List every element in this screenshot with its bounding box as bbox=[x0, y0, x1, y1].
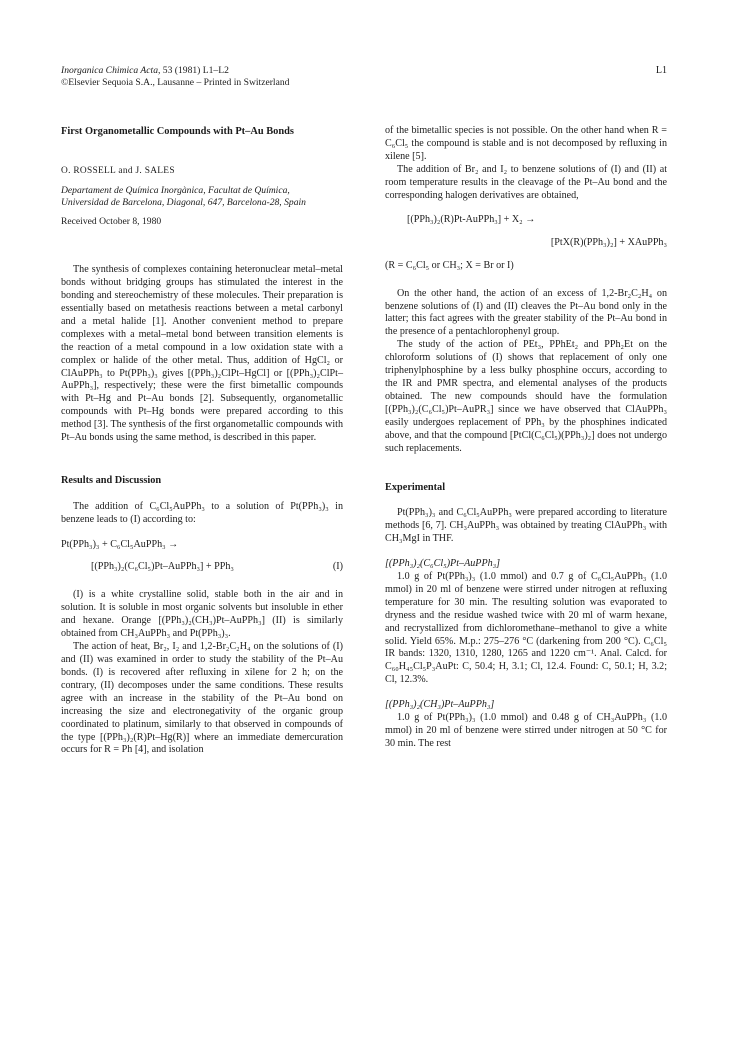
results-paragraph-1: The addition of C₆Cl₅AuPPh₃ to a solution of Pt(PPh₃)₃ in benzene leads to (I) according to: bbox=[61, 501, 343, 526]
equation-2-note: (R = C₆Cl₅ or CH₃; X = Br or I) bbox=[385, 259, 514, 271]
experimental-paragraph-1: Pt(PPh₃)₃ and C₆Cl₅AuPPh₃ were prepared according to literature methods [6, 7]. CH₃AuPPh₃ was obtained by treating ClAuPPh₃ with CH₃MgI in THF. bbox=[385, 506, 667, 544]
experimental-heading: Experimental bbox=[385, 481, 446, 493]
results-paragraph-2: (I) is a white crystalline solid, stable both in the air and in solution. It is soluble in most organic solvents but insoluble in ether and hexane. Orange [(PPh₃)₂(CH₃)Pt–AuPPh₃] (II) is similarly obtained from CH₃AuPPh₃ and Pt(PPh₃)₃. bbox=[61, 589, 343, 639]
right-paragraph-3: On the other hand, the action of an excess of 1,2-Br₂C₂H₄ on benzene solutions of (I) and (II) cleaves the Pt–Au bond only in the latter; this fact agrees with the greater stability of the Pt–Au bond in the presence of a pentachlorophenyl group. bbox=[385, 287, 667, 338]
equation-1-right-row bbox=[61, 561, 343, 574]
right-column bbox=[385, 125, 667, 751]
right-paragraph-4: The study of the action of PEt₃, PPhEt₂ and PPh₂Et on the chloroform solutions of (I) shows that replacement of only one triphenylphosphine by a less bulky phosphine occurs, according to the IR and PMR spectra, and elemental analyses of the products obtained. The new compounds should have the formulation [(PPh₃)₂(C₆Cl₅)Pt–AuPR₃] since we have observed that ClAuPPh₃ easily undergoes replacement of PPh₃ by the phosphines indicated above, and that the compound [PtCl(C₆Cl₅)(PPh₃)₂] does not undergo such replacements. bbox=[385, 339, 667, 455]
page-number: L1 bbox=[655, 65, 667, 76]
results-heading: Results and Discussion bbox=[61, 475, 162, 487]
affiliation-line-2: Universidad de Barcelona, Diagonal, 647, Barcelona-28, Spain bbox=[61, 196, 306, 208]
compound-2-heading: [(PPh₃)₂(CH₃)Pt–AuPPh₃] bbox=[385, 699, 495, 711]
affiliation-line-1: Departament de Química Inorgànica, Facultat de Química, bbox=[61, 184, 290, 196]
left-column bbox=[61, 125, 343, 757]
experimental-paragraph-3: 1.0 g of Pt(PPh₃)₃ (1.0 mmol) and 0.48 g of CH₃AuPPh₃ (1.0 mmol) in 20 ml of benzene were stirred under nitrogen at 50 °C for 30 min. The rest bbox=[385, 712, 667, 750]
right-paragraph-1: of the bimetallic species is not possible. On the other hand when R = C₆Cl₅ the compound is stable and is not decomposed by refluxing in xilene [5]. bbox=[385, 125, 667, 162]
equation-1-left: Pt(PPh₃)₃ + C₆Cl₅AuPPh₃ → bbox=[61, 539, 179, 551]
right-paragraph-2: The addition of Br₂ and I₂ to benzene solutions of (I) and (II) at room temperature results in the cleavage of the Pt–Au bond and the corresponding halogen derivatives are obtained, bbox=[385, 163, 667, 201]
article-title: First Organometallic Compounds with Pt–Au Bonds bbox=[61, 126, 294, 137]
authors: O. ROSSELL and J. SALES bbox=[61, 166, 175, 176]
running-header bbox=[61, 65, 289, 88]
equation-2-left: [(PPh₃)₂(R)Pt-AuPPh₃] + X₂ → bbox=[407, 213, 536, 225]
equation-1-right: [(PPh₃)₂(C₆Cl₅)Pt–AuPPh₃] + PPh₃ bbox=[91, 561, 234, 573]
intro-paragraph: The synthesis of complexes containing heteronuclear metal–metal bonds without bridging groups has stimulated the interest in the bonding and stereochemistry of these molecules. Their preparation is essentially based on metathesis reactions between a metal carbonyl and a metal halide [1]. Another convenient method to prepare complexes with a metal–metal bond between transition elements is the reaction of a metal compound in a low oxidation state with a complex or halide of the other metal. Thus, addition of HgCl₂ or ClAuPPh₃ to Pt(PPh₃)₃ gives [(PPh₃)₂ClPt–HgCl] or [(PPh₃)₂ClPt–AuPPh₃], respectively; these were the first bimetallic compounds with Pt–Hg and Pt–Au bonds [2]. Subsequently, organometallic compounds with Pt–Hg bonds were prepared according to this method [3]. The synthesis of the first organometallic compounds with Pt–Au bonds using the same method, is described in this paper. bbox=[61, 263, 343, 444]
equation-2-right: [PtX(R)(PPh₃)₂] + XAuPPh₃ bbox=[550, 236, 667, 248]
citation: 53 (1981) L1–L2 bbox=[160, 65, 229, 76]
publisher-line: ©Elsevier Sequoia S.A., Lausanne – Printed in Switzerland bbox=[61, 76, 290, 88]
received-date: Received October 8, 1980 bbox=[61, 215, 162, 227]
equation-1-tag: (I) bbox=[332, 561, 343, 573]
experimental-paragraph-2: 1.0 g of Pt(PPh₃)₃ (1.0 mmol) and 0.7 g of C₆Cl₅AuPPh₃ (1.0 mmol) in 20 ml of benzene were stirred under nitrogen at refluxing temperature for 30 min. The resulting solution was evaporated to dryness and the residue washed twice with 20 ml of warm hexane, and recrystallized from dichloromethane–methanol to give a white solid. Yield 65%. M.p.: 275–276 °C (darkening from 200 °C). C₆Cl₅ IR bands: 1320, 1310, 1280, 1265 and 1220 cm⁻¹. Anal. Calcd. for C₆₀H₄₅Cl₅P₃AuPt: C, 50.4; H, 3.1; Cl, 12.4. Found: C, 50.1; H, 3.2; Cl, 12.3%. bbox=[385, 570, 667, 686]
journal-citation bbox=[61, 65, 289, 77]
results-paragraph-3: The action of heat, Br₂, I₂ and 1,2-Br₂C₂H₄ on the solutions of (I) and (II) was examined in order to study the stability of the Pt–Au bonds. (I) is recovered after refluxing in xilene for 2 h; on the contrary, (II) decomposes under the same conditions. These results agree with an increase in the stability of the Pt–Au bond on increasing the size and electronegativity of the organic group coordinated to platinum, similarly to that observed in compounds of the type [(PPh₃)₂(R)Pt–Hg(R)] where an immediate demercuration occurs for R = Ph [4], and isolation bbox=[61, 640, 343, 756]
journal-name: Inorganica Chimica Acta, bbox=[61, 65, 161, 76]
compound-1-heading: [(PPh₃)₂(C₆Cl₅)Pt–AuPPh₃] bbox=[385, 557, 501, 569]
